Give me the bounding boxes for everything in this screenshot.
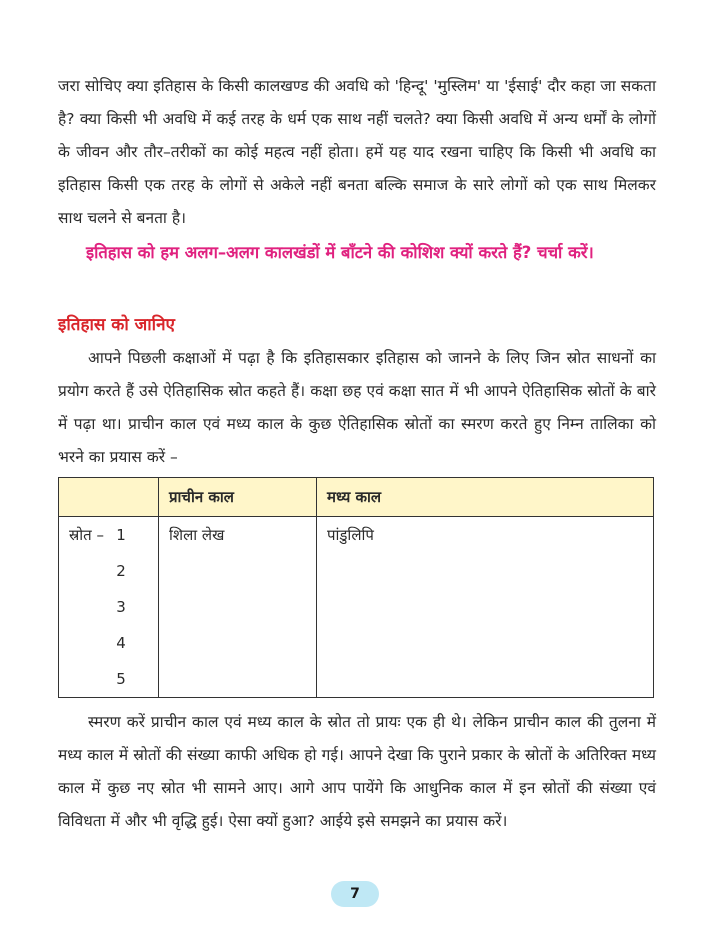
row-number: 1 xyxy=(116,526,126,544)
ancient-cell xyxy=(159,553,317,589)
ancient-cell xyxy=(159,661,317,698)
row-number: 4 xyxy=(116,634,126,652)
intro-paragraph: जरा सोचिए क्या इतिहास के किसी कालखण्ड की अवधि को 'हिन्दू' 'मुस्लिम' या 'ईसाई' दौर कहा जा सकता है? क्या किसी भी अवधि में कई तरह के धर्म एक साथ नहीं चलते? क्या किसी अवधि में अन्य धर्मों के लोगों के जीवन और तौर–तरीकों का कोई महत्व नहीं होता। हमें यह याद रखना चाहिए कि किसी भी अवधि का इतिहास किसी एक तरह के लोगों से अकेले नहीं बनता बल्कि समाज के सारे लोगों को एक साथ मिलकर साथ चलने से बनता है। xyxy=(58,77,656,227)
table-row xyxy=(59,553,654,589)
medieval-cell xyxy=(317,553,654,589)
discussion-question: इतिहास को हम अलग–अलग कालखंडों में बाँटने की कोशिश क्यों करते हैं? चर्चा करें। xyxy=(86,243,594,262)
table-header-row xyxy=(59,478,654,517)
row-number: 5 xyxy=(116,670,126,688)
medieval-cell: पांडुलिपि xyxy=(317,517,654,554)
row-label-cell xyxy=(59,661,159,698)
row-label-cell xyxy=(59,553,159,589)
sources-paragraph: आपने पिछली कक्षाओं में पढ़ा है कि इतिहासकार इतिहास को जानने के लिए जिन स्रोत साधनों का प्रयोग करते हैं उसे ऐतिहासिक स्रोत कहते हैं। कक्षा छह एवं कक्षा सात में भी आपने ऐतिहासिक स्रोतों के बारे में पढ़ा था। प्राचीन काल एवं मध्य काल के कुछ ऐतिहासिक स्रोतों का स्मरण करते हुए निम्न तालिका को भरने का प्रयास करें – xyxy=(58,349,657,466)
table-row xyxy=(59,517,654,554)
table-row xyxy=(59,625,654,661)
ancient-cell: शिला लेख xyxy=(159,517,317,554)
sources-table xyxy=(58,477,654,698)
table-header-medieval: मध्य काल xyxy=(317,478,654,517)
table-row xyxy=(59,661,654,698)
section-heading: इतिहास को जानिए xyxy=(58,315,175,335)
table-header-ancient: प्राचीन काल xyxy=(159,478,317,517)
ancient-cell xyxy=(159,589,317,625)
source-label: स्रोत – xyxy=(69,526,104,544)
medieval-cell xyxy=(317,589,654,625)
comparison-paragraph: स्मरण करें प्राचीन काल एवं मध्य काल के स्रोत तो प्रायः एक ही थे। लेकिन प्राचीन काल की तुलना में मध्य काल में स्रोतों की संख्या काफी अधिक हो गई। आपने देखा कि पुराने प्रकार के स्रोतों के अतिरिक्त मध्य काल में कुछ नए स्रोत भी सामने आए। आगे आप पायेंगे कि आधुनिक काल में इन स्रोतों की संख्या एवं विविधता में और भी वृद्धि हुई। ऐसा क्यों हुआ? आईये इसे समझने का प्रयास करें। xyxy=(58,713,656,830)
ancient-cell xyxy=(159,625,317,661)
medieval-cell xyxy=(317,625,654,661)
medieval-cell xyxy=(317,661,654,698)
table-row xyxy=(59,589,654,625)
row-number: 3 xyxy=(116,598,126,616)
row-number: 2 xyxy=(116,562,126,580)
page-number-badge: 7 xyxy=(331,881,379,907)
row-label-cell xyxy=(59,589,159,625)
row-label-cell xyxy=(59,517,159,554)
row-label-cell xyxy=(59,625,159,661)
table-header-blank xyxy=(59,478,159,517)
